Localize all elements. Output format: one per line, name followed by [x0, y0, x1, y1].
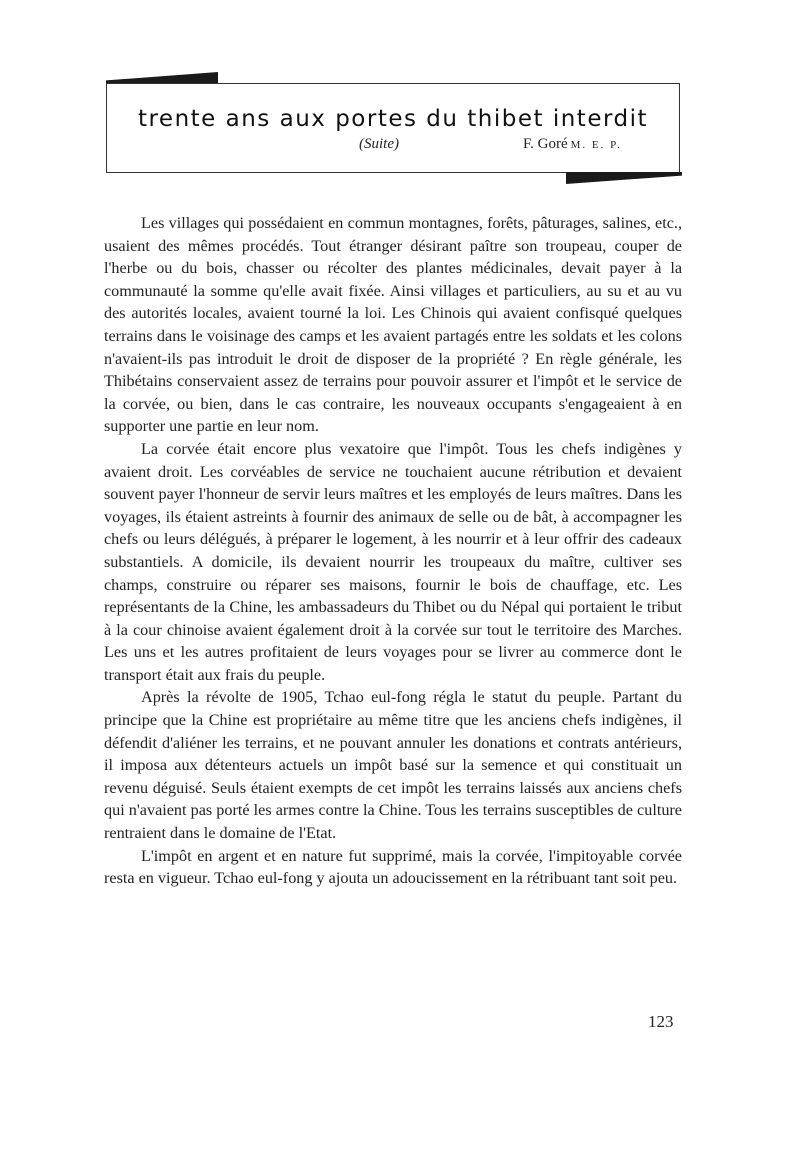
paragraph: Les villages qui possédaient en commun montagnes, forêts, pâturages, salines, etc., usaient des mêmes procédés. Tout étranger désirant paître son troupeau, couper de l'herbe ou du bois, chasser ou récolter des plantes médicinales, devait payer à la communauté la somme qu'elle avait fixée. Ainsi villages et particuliers, au su et au vu des autorités locales, avaient tourné la loi. Les Chinois qui avaient confisqué quelques terrains dans le voisinage des camps et les avaient partagés entre les soldats et les colons n'avaient-ils pas introduit le droit de disposer de la propriété ? En règle générale, les Thibétains conservaient assez de terrains pour pouvoir assurer et l'impôt et le service de la corvée, ou bien, dans le cas contraire, les nouveaux occupants s'engageaient à en supporter une partie en leur nom. [104, 214, 682, 436]
author-suffix: M. E. P. [570, 139, 622, 151]
paragraph: La corvée était encore plus vexatoire que l'impôt. Tous les chefs indigènes y avaient droit. Les corvéables de service ne touchaient aucune rétribution et devaient souvent payer l'honneur de servir leurs maîtres et les employés de leurs maîtres. Dans les voyages, ils étaient astreints à fournir des animaux de selle ou de bât, à accompagner les chefs ou leurs délégués, à préparer le logement, à les nourrir et à leur offrir des cadeaux substantiels. A domicile, ils devaient nourrir les troupeaux du maître, cultiver ses champs, construire ou réparer ses maisons, fournir le bois de chauffage, etc. Les représentants de la Chine, les ambassadeurs du Thibet ou du Népal qui portaient le tribut à la cour chinoise avaient également droit à la corvée sur tout le territoire des Marches. Les uns et les autres profitaient de leurs voyages pour se livrer au commerce dont le transport était aux frais du peuple. [104, 439, 682, 684]
article-header [106, 83, 680, 173]
article-title: trente ans aux portes du thibet interdit [137, 106, 649, 132]
article-suite: (Suite) [359, 136, 399, 152]
paragraph: L'impôt en argent et en nature fut supprimé, mais la corvée, l'impitoyable corvée resta en vigueur. Tchao eul-fong y ajouta un adoucissement en la rétribuant tant soit peu. [104, 846, 682, 888]
header-bottom-rule [566, 172, 682, 184]
page-number: 123 [648, 1012, 674, 1031]
article-author [523, 136, 622, 153]
paragraph: Après la révolte de 1905, Tchao eul-fong régla le statut du peuple. Partant du principe que la Chine est propriétaire au même titre que les anciens chefs indigènes, il défendit d'aliéner les terrains, et ne pouvant annuler les donations et contrats antérieurs, il imposa aux détenteurs actuels un impôt basé sur la semence et qui constituait un revenu déguisé. Seuls étaient exempts de cet impôt les terrains laissés aux anciens chefs qui n'avaient pas porté les armes contre la Chine. Tous les terrains susceptibles de culture rentraient dans le domaine de l'Etat. [104, 688, 682, 843]
author-name: F. Goré [523, 136, 568, 152]
article-body [104, 212, 682, 890]
